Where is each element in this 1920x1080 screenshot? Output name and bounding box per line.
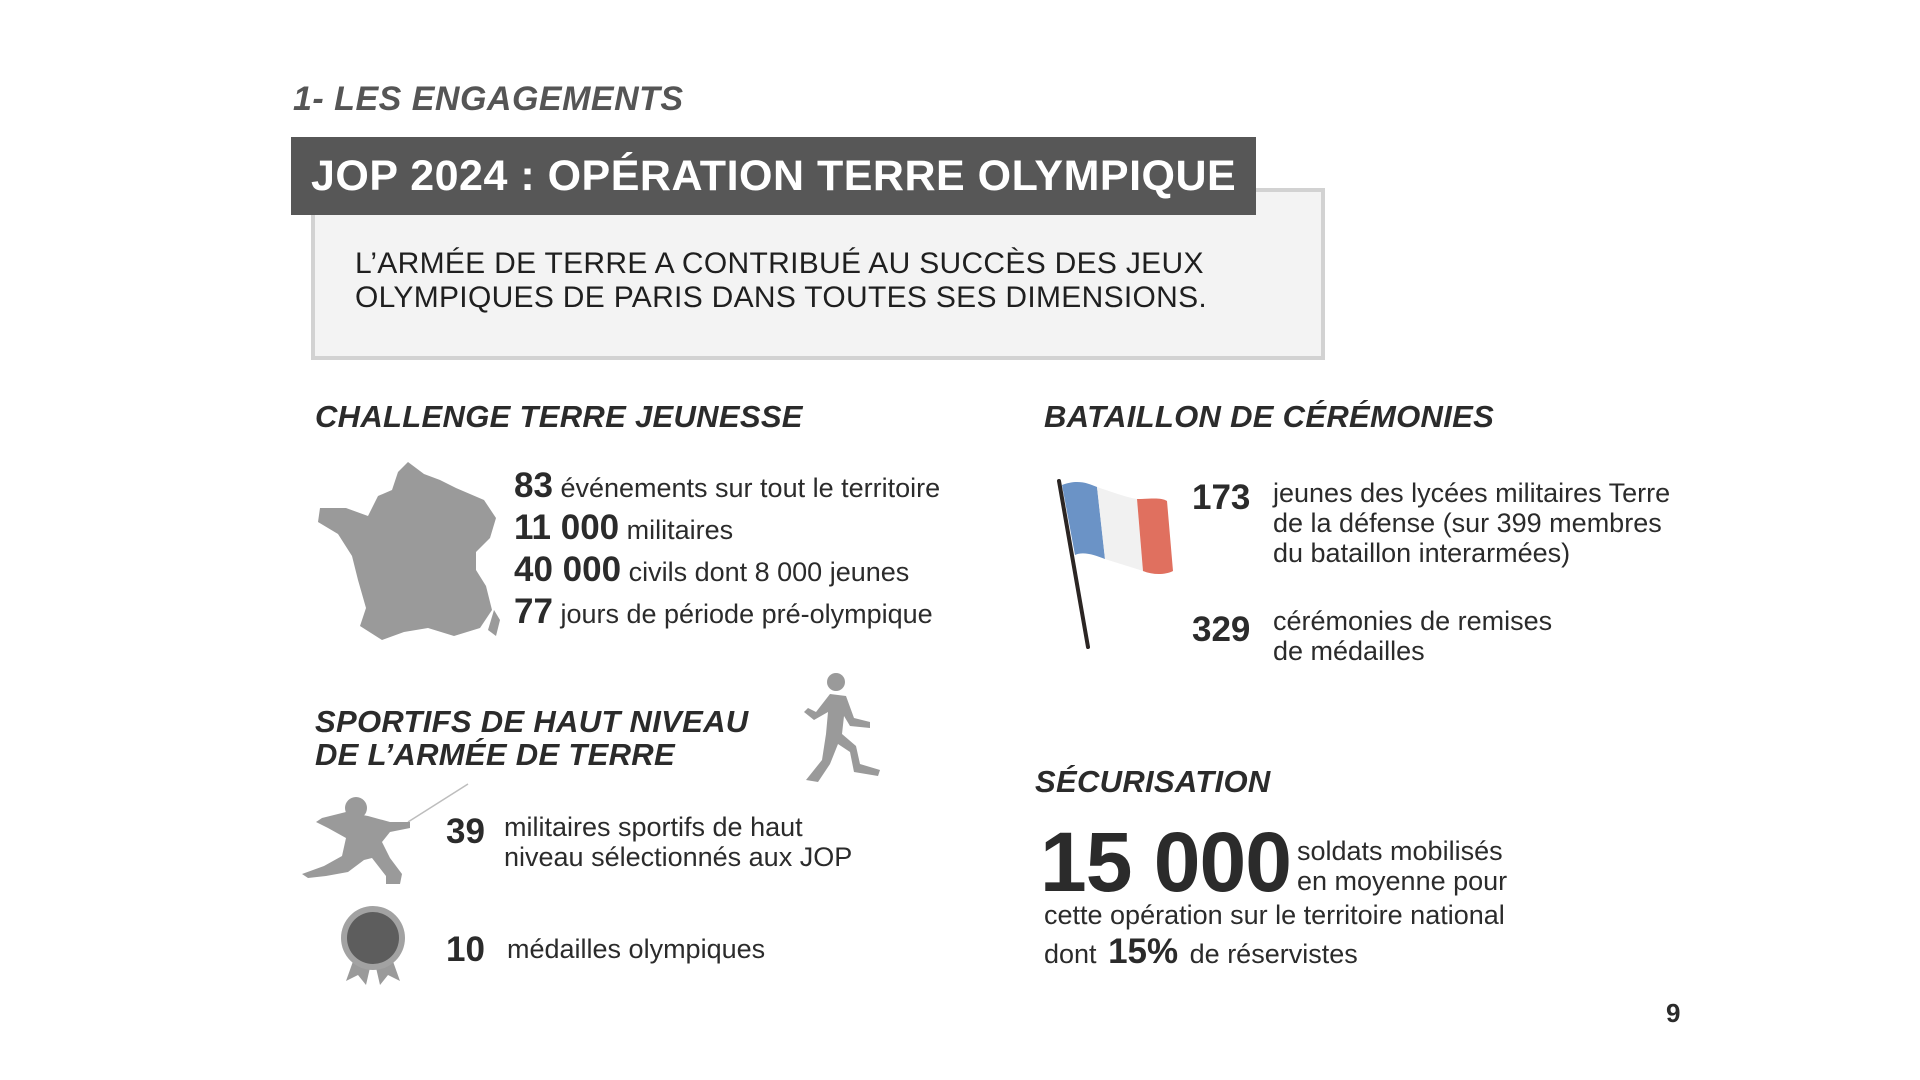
securisation-big-number: 15 000 — [1040, 815, 1291, 909]
challenge-stat-2 — [514, 508, 733, 548]
securisation-line-3: cette opération sur le territoire national — [1044, 900, 1505, 930]
sportifs-stat-1-line-2: niveau sélectionnés aux JOP — [504, 842, 853, 872]
challenge-stat-3-num: 40 000 — [514, 550, 622, 589]
section-label: 1- LES ENGAGEMENTS — [293, 80, 684, 118]
securisation-line-4-pre: dont — [1044, 939, 1097, 969]
france-map-icon — [316, 460, 502, 646]
challenge-heading: CHALLENGE TERRE JEUNESSE — [315, 399, 803, 434]
sportifs-stat-1-num: 39 — [446, 812, 485, 851]
french-flag-icon — [1055, 475, 1180, 650]
bataillon-heading: BATAILLON DE CÉRÉMONIES — [1044, 399, 1495, 434]
sportifs-stat-1-line-1: militaires sportifs de haut — [504, 812, 803, 842]
bataillon-stat-1-text — [1273, 478, 1670, 568]
securisation-side-text — [1297, 836, 1507, 896]
medal-icon — [338, 905, 408, 987]
runner-icon — [800, 672, 885, 787]
challenge-stat-1-num: 83 — [514, 466, 553, 505]
bataillon-stat-2-line-2: de médailles — [1273, 636, 1425, 666]
bataillon-stat-2-num: 329 — [1192, 610, 1251, 649]
bataillon-stat-1-line-1: jeunes des lycées militaires Terre — [1273, 478, 1671, 508]
securisation-heading: SÉCURISATION — [1035, 764, 1271, 799]
challenge-stat-1-text: événements sur tout le territoire — [560, 473, 941, 503]
securisation-line-4-post: de réservistes — [1189, 939, 1358, 969]
intro-line-2: OLYMPIQUES DE PARIS DANS TOUTES SES DIMENSIONS. — [355, 281, 1208, 314]
challenge-stat-4-text: jours de période pré-olympique — [560, 599, 933, 629]
challenge-stat-3 — [514, 550, 909, 590]
intro-text — [355, 247, 1305, 315]
page-title: JOP 2024 : OPÉRATION TERRE OLYMPIQUE — [291, 137, 1256, 215]
challenge-stat-4-num: 77 — [514, 592, 553, 631]
challenge-stat-1 — [514, 466, 940, 506]
securisation-line-2: en moyenne pour — [1297, 866, 1508, 896]
securisation-line-4 — [1044, 932, 1358, 972]
intro-line-1: L’ARMÉE DE TERRE A CONTRIBUÉ AU SUCCÈS DES JEUX — [355, 247, 1204, 280]
page-number: 9 — [1666, 998, 1681, 1028]
bataillon-stat-2-text — [1273, 606, 1552, 666]
bataillon-stat-1-num: 173 — [1192, 478, 1251, 517]
sportifs-heading — [315, 705, 748, 771]
sportifs-stat-2-text: médailles olympiques — [507, 934, 766, 964]
bataillon-stat-1-line-2: de la défense (sur 399 membres — [1273, 508, 1662, 538]
challenge-stat-4 — [514, 592, 933, 632]
challenge-stat-2-text: militaires — [626, 515, 734, 545]
bataillon-stat-2-line-1: cérémonies de remises — [1273, 606, 1553, 636]
challenge-stat-2-num: 11 000 — [514, 508, 620, 547]
sportifs-stat-1-text — [504, 812, 852, 872]
sportifs-stat-2-num: 10 — [446, 930, 485, 969]
securisation-line-1: soldats mobilisés — [1297, 836, 1503, 866]
securisation-percent: 15% — [1108, 932, 1179, 971]
challenge-stat-3-text: civils dont 8 000 jeunes — [628, 557, 910, 587]
sportifs-heading-line-1: SPORTIFS DE HAUT NIVEAU — [315, 704, 749, 739]
sportifs-heading-line-2: DE L’ARMÉE DE TERRE — [315, 737, 675, 772]
bataillon-stat-1-line-3: du bataillon interarmées) — [1273, 538, 1571, 568]
